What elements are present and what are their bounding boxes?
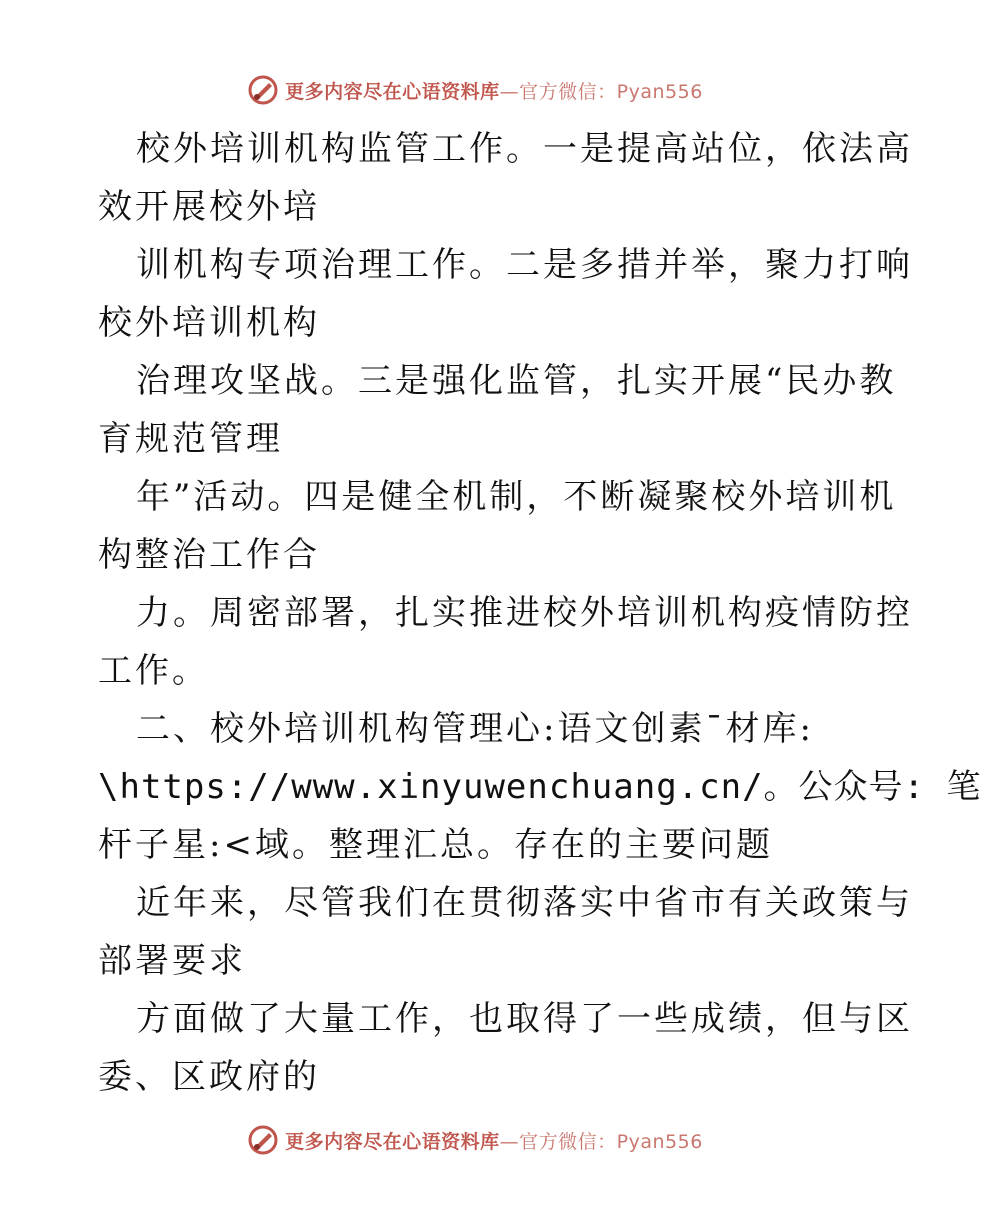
brush-circle-icon	[247, 74, 279, 106]
text-line: 治理攻坚战。三是强化监管，扎实开展“民办教	[136, 361, 897, 401]
watermark-text	[285, 1127, 703, 1154]
watermark-text	[285, 77, 703, 104]
text-line: 构整治工作合	[98, 535, 320, 575]
text-line: 训机构专项治理工作。二是多措并举，聚力打响	[136, 245, 913, 285]
text-line: 年”活动。四是健全机制，不断凝聚校外培训机	[136, 477, 897, 517]
text-line: 校外培训机构	[98, 303, 320, 343]
brush-circle-icon	[247, 1124, 279, 1156]
header-watermark	[0, 70, 950, 110]
text-line: 杆子星:<域。整理汇总。存在的主要问题	[98, 825, 773, 865]
text-line: 委、区政府的	[98, 1057, 320, 1097]
text-line: 校外培训机构监管工作。一是提高站位，依法高	[136, 129, 913, 169]
text-line: 近年来，尽管我们在贯彻落实中省市有关政策与	[136, 883, 913, 923]
text-line: 二、校外培训机构管理心:语文创素¯材库:	[136, 709, 814, 749]
text-line: 育规范管理	[98, 419, 283, 459]
watermark-brand: 更多内容尽在心语资料库	[285, 1130, 500, 1153]
watermark-contact: —官方微信：Pyan556	[499, 80, 703, 103]
footer-watermark	[0, 1120, 950, 1160]
text-line: \https://www.xinyuwenchuang.cn/。公众号: 笔	[98, 767, 982, 807]
text-line: 效开展校外培	[98, 187, 320, 227]
text-line: 部署要求	[98, 941, 246, 981]
watermark-contact: —官方微信：Pyan556	[499, 1130, 703, 1153]
text-line: 方面做了大量工作，也取得了一些成绩，但与区	[136, 999, 913, 1039]
text-line: 力。周密部署，扎实推进校外培训机构疫情防控	[136, 593, 913, 633]
text-line: 工作。	[98, 651, 209, 691]
watermark-brand: 更多内容尽在心语资料库	[285, 80, 500, 103]
document-body	[98, 120, 982, 1106]
